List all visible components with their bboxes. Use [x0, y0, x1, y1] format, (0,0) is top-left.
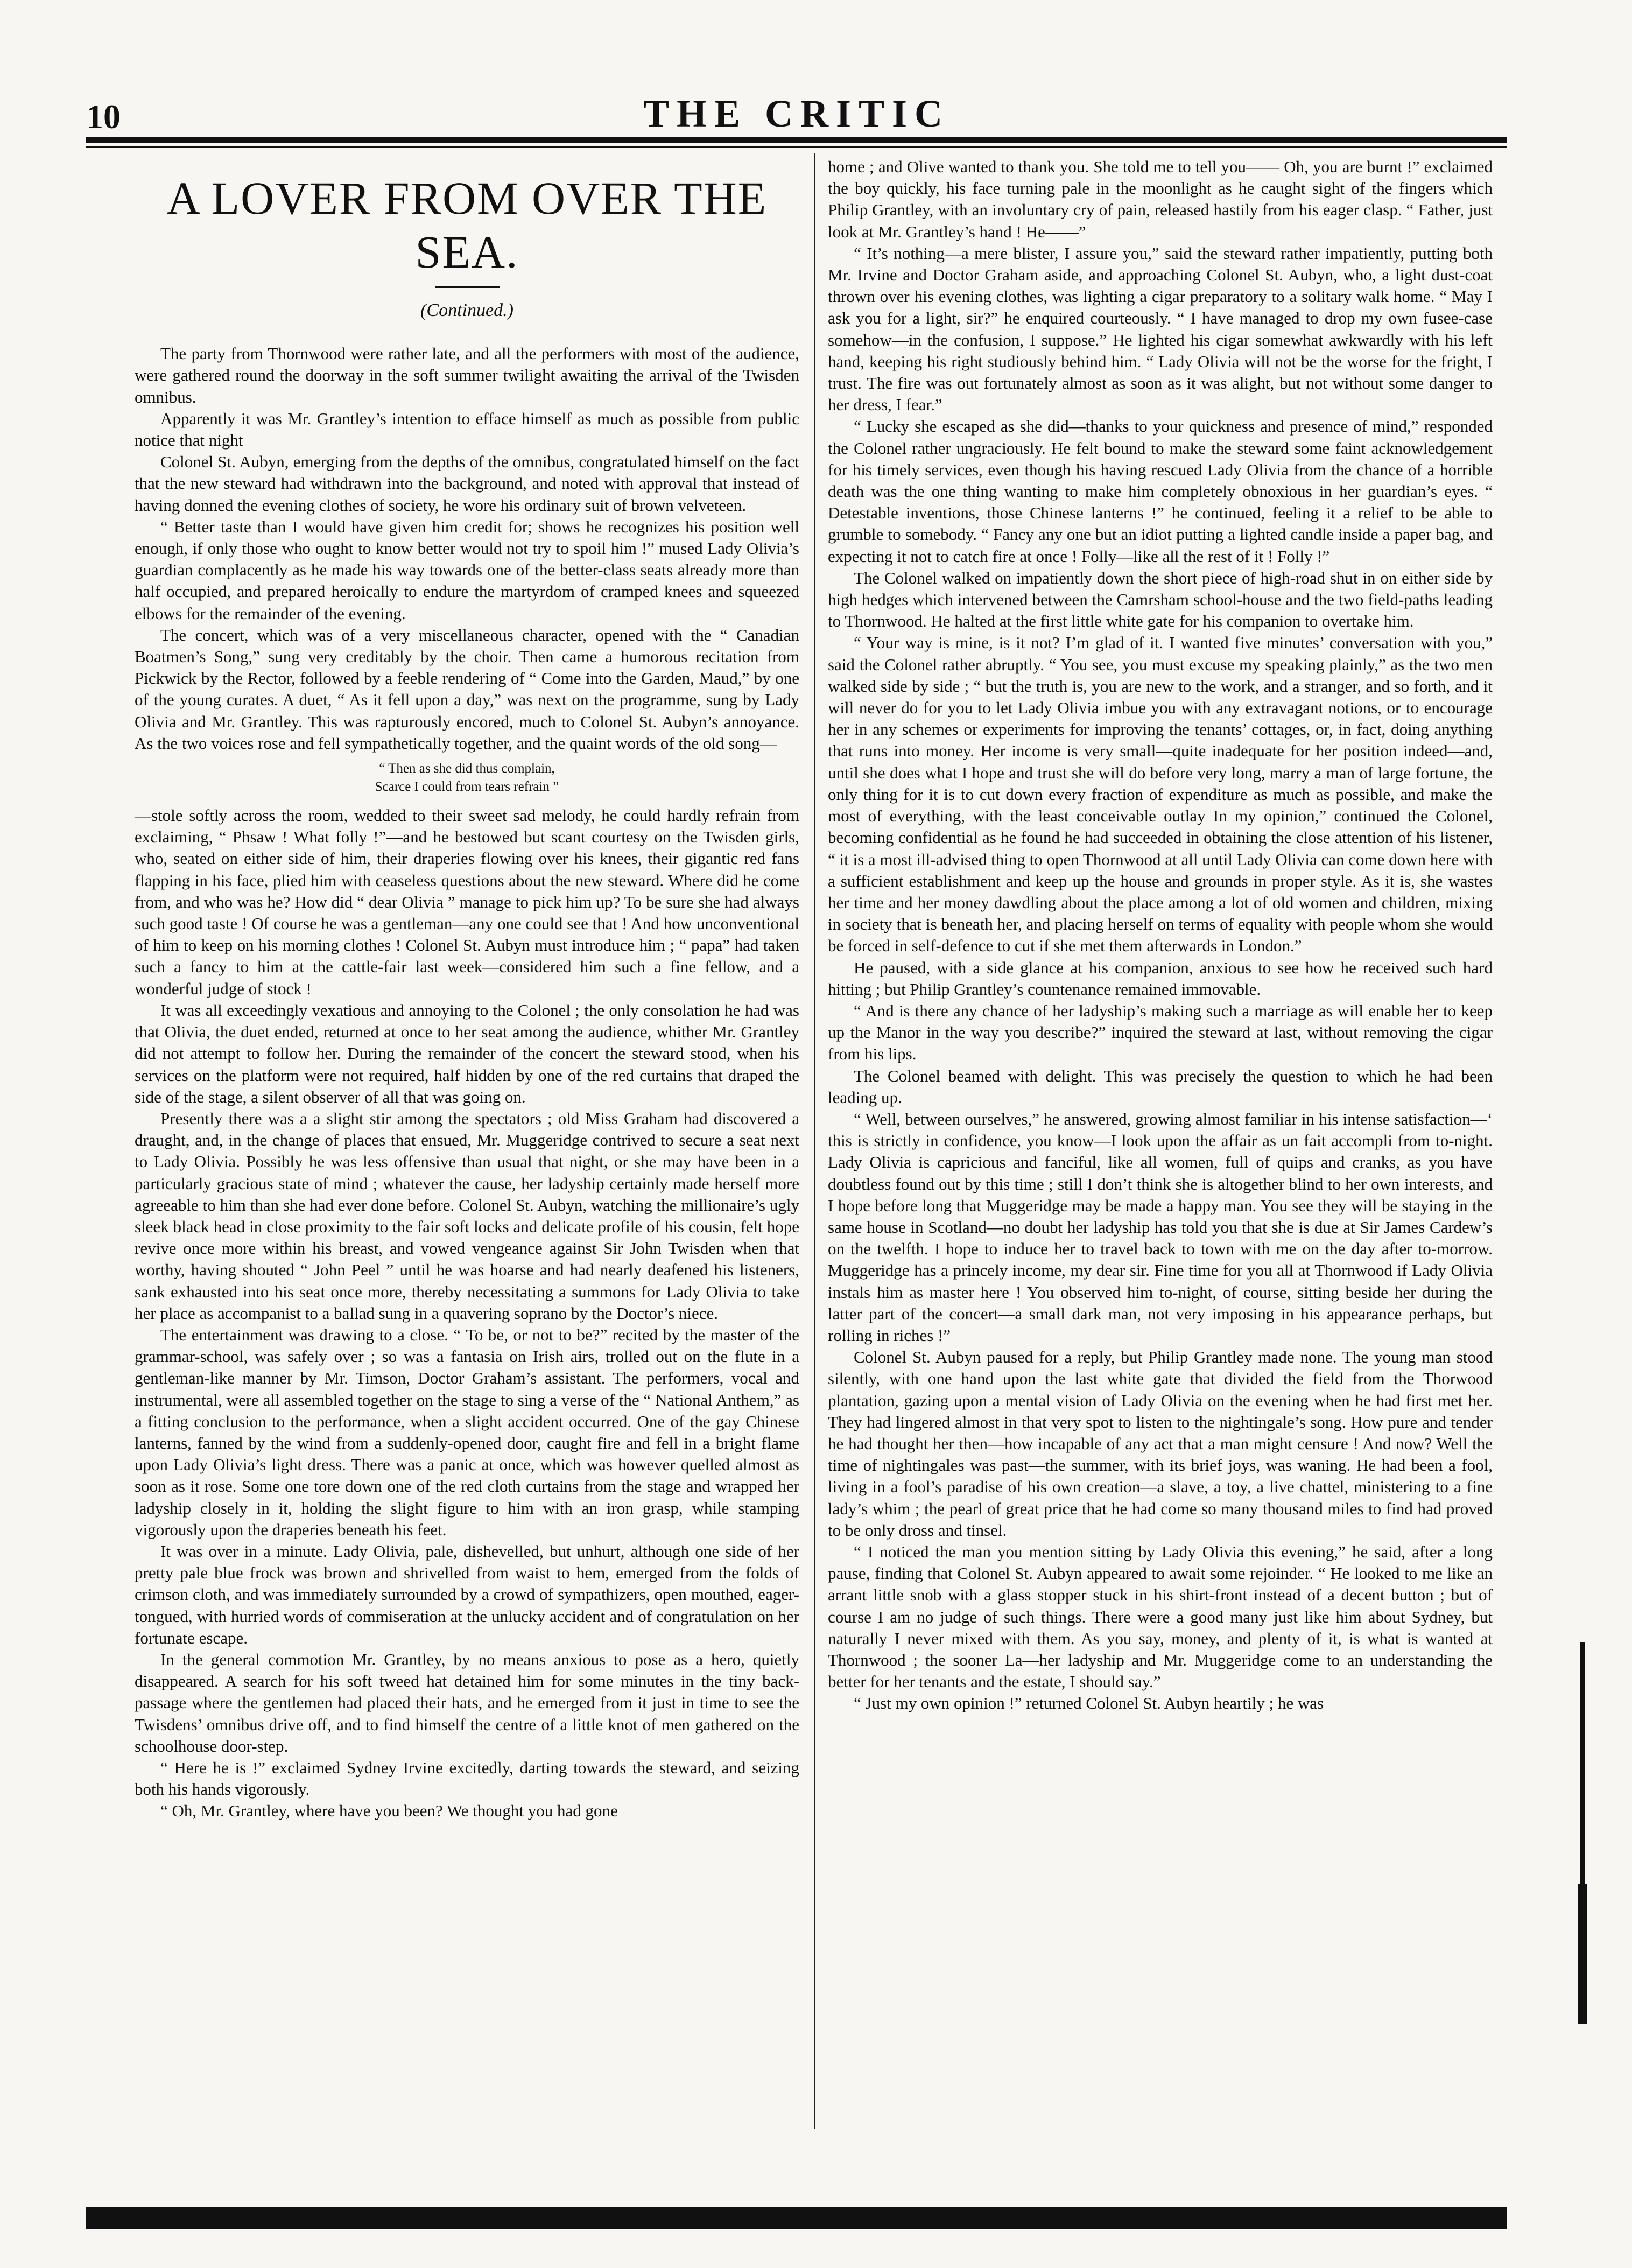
paragraph: It was all exceedingly vexatious and annoying to the Colonel ; the only consolation he had was that Olivia, the duet ended, returned at once to her seat among the audience, whither Mr. Grantley did not attempt to follow her. During the remainder of the concert the steward stood, when his services on the platform were not required, half hidden by one of the red curtains that draped the side of the stage, a silent observer of all that was going on. — [135, 1000, 799, 1106]
verse-quote — [135, 760, 799, 796]
scan-edge-mark — [1578, 1884, 1587, 2024]
paragraph: “ Better taste than I would have given him credit for; shows he recognizes his position well enough, if only those who ought to know better would not try to spoil him !” mused Lady Olivia’s guardian complacently as he made his way towards one of the better-class seats already more than half occupied, and prepared heroically to endure the martyrdom of cramped knees and squeezed elbows for the remainder of the evening. — [135, 517, 799, 623]
header-rule-thin — [86, 146, 1507, 148]
title-rule — [435, 286, 500, 288]
paragraph: “ Just my own opinion !” returned Colonel St. Aubyn heartily ; he was — [854, 1694, 1324, 1713]
paragraph: home ; and Olive wanted to thank you. She told me to tell you—— Oh, you are burnt !” exclaimed the boy quickly, his face turning pale in the moonlight as he caught sight of the fingers which Philip Grantley, with an involuntary cry of pain, released hastily from his eager clasp. “ Father, just look at Mr. Grantley’s hand ! He——” — [828, 157, 1493, 241]
column-divider — [814, 153, 815, 2129]
paragraph: Colonel St. Aubyn, emerging from the depths of the omnibus, congratulated himself on the fact that the new steward had withdrawn into the background, and noted with approval that instead of having donned the evening clothes of society, he wore his ordinary suit of brown velveteen. — [135, 452, 799, 515]
paragraph: Colonel St. Aubyn paused for a reply, but Philip Grantley made none. The young man stood silently, with one hand upon the last white gate that divided the field from the Thorwood plantation, gazing upon a mental vision of Lady Olivia on the evening when he had first met her. They had lingered almost in that very spot to listen to the nightingale’s song. How pure and tender he had thought her then—how incapable of any act that a man might censure ! And now? Well the time of nightingales was past—the summer, with its brief joys, was waning. He had been a fool, living in a fool’s paradise of his own creation—a slave, a toy, a live chattel, ministering to a fine lady’s whim ; the pearl of great price that he had come so many thousand miles to find had proved to be only dross and tinsel. — [828, 1347, 1493, 1540]
paragraph: The Colonel walked on impatiently down the short piece of high-road shut in on either side by high hedges which intervened between the Camrsham school-house and the two field-paths leading to Thornwood. He halted at the first little white gate for his companion to overtake him. — [828, 568, 1493, 631]
paragraph: “ Well, between ourselves,” he answered, growing almost familiar in his intense satisfaction—‘ this is strictly in confidence, you know—I look upon the affair as un fait accompli from to-night. Lady Olivia is capricious and fanciful, like all women, full of quips and cranks, as you have doubtless found out by this time ; still I don’t think she is altogether blind to her own interests, and I hope before long that Muggeridge may be made a happy man. You see they will be staying in the same house in Scotland—no doubt her ladyship has told you that she is due at Sir James Cardew’s on the twelfth. I hope to induce her to travel back to town with me on the day after to-morrow. Muggeridge has a princely income, my dear sir. Fine time for you all at Thornwood if Lady Olivia instals him as master here ! You observed him to-night, of course, sitting beside her during the latter part of the concert—a small dark man, not very imposing in his appearance perhaps, but rolling in riches !” — [828, 1109, 1493, 1345]
header-rule-thick — [86, 137, 1507, 143]
paragraph: Apparently it was Mr. Grantley’s intention to efface himself as much as possible from public notice that night — [135, 409, 799, 450]
verse-line: “ Then as she did thus complain, — [379, 761, 555, 776]
paragraph: The entertainment was drawing to a close. “ To be, or not to be?” recited by the master of the grammar-school, was safely over ; so was a fantasia on Irish airs, trolled out on the flute in a gentleman-like manner by Mr. Timson, Doctor Graham’s assistant. The performers, vocal and instrumental, were all assembled together on the stage to sing a verse of the “ National Anthem,” as a fitting conclusion to the performance, when a slight accident occurred. One of the gay Chinese lanterns, fanned by the wind from a suddenly-opened door, caught fire and fell in a bright flame upon Lady Olivia’s light dress. There was a panic at once, which was however quelled almost as soon as it rose. Some one tore down one of the red cloth curtains from the stage and wrapped her ladyship closely in it, holding the slight figure to him with an iron grasp, while stamping vigorously upon the draperies beneath his feet. — [135, 1325, 799, 1539]
paragraph: “ It’s nothing—a mere blister, I assure you,” said the steward rather impatiently, putting both Mr. Irvine and Doctor Graham aside, and approaching Colonel St. Aubyn, who, a light dust-coat thrown over his evening clothes, was lighting a cigar preparatory to a solitary walk home. “ May I ask you for a light, sir?” he enquired courteously. “ I have managed to drop my own fusee-case somehow—in the confusion, I suppose.” He lighted his cigar somewhat awkwardly with his left hand, keeping his right studiously behind him. “ Lady Olivia will not be the worse for the fright, I trust. The fire was out fortunately almost as soon as it was alight, but not without some danger to her dress, I fear.” — [828, 243, 1493, 415]
paragraph: —stole softly across the room, wedded to their sweet sad melody, he could hardly refrain from exclaiming, “ Phsaw ! What folly !”—and he bestowed but scant courtesy on the Twisden girls, who, seated on either side of him, their draperies flowing over his knees, their gigantic red fans flapping in his face, plied him with ceaseless questions about the new steward. Where did he come from, and who was he? How did “ dear Olivia ” manage to pick him up? To be sure she had always such good taste ! Of course he was a gentleman—any one could see that ! And how unconventional of him to keep on his morning clothes ! Colonel St. Aubyn must introduce him ; “ papa” had taken such a fancy to him at the cattle-fair last week—considered him such a fine fellow, and a wonderful judge of stock ! — [135, 806, 799, 998]
paragraph: Presently there was a a slight stir among the spectators ; old Miss Graham had discovered a draught, and, in the change of places that ensued, Mr. Muggeridge contrived to secure a seat next to Lady Olivia. Possibly he was less offensive than usual that night, or she may have been in a particularly gracious state of mind ; whatever the cause, her ladyship certainly made herself more agreeable to him than she had ever done before. Colonel St. Aubyn, watching the millionaire’s ugly sleek black head in close proximity to the fair soft locks and delicate profile of his cousin, felt hope revive once more within his breast, and vowed vengeance against Sir John Twisden when that worthy, having shouted “ John Peel ” until he was hoarse and had nearly deafened his listeners, sank exhausted into his seat once more, thereby necessitating a summons for Lady Olivia to take her place as accompanist to a ballad sung in a quavering soprano by the Doctor’s niece. — [135, 1108, 799, 1323]
paragraph: It was over in a minute. Lady Olivia, pale, dishevelled, but unhurt, although one side of her pretty pale blue frock was brown and shrivelled from waist to hem, emerged from the folds of crimson cloth, and was immediately surrounded by a crowd of sympathizers, open mouthed, eager-tongued, with hurried words of commiseration at the unlucky accident and of congratulation on her fortunate escape. — [135, 1541, 799, 1647]
paragraph: He paused, with a side glance at his companion, anxious to see how he received such hard hitting ; but Philip Grantley’s countenance remained immovable. — [828, 958, 1493, 999]
paragraph: The Colonel beamed with delight. This was precisely the question to which he had been leading up. — [828, 1066, 1493, 1107]
paragraph: “ I noticed the man you mention sitting by Lady Olivia this evening,” he said, after a long pause, finding that Colonel St. Aubyn appeared to await some rejoinder. “ He looked to me like an arrant little snob with a glass stopper stuck in his shirt-front instead of a decent button ; but of course I am no judge of such things. There were a good many just like him about Sydney, but naturally I never mixed with them. As you say, money, and plenty of it, is what is wanted at Thornwood ; the sooner La—her ladyship and Mr. Muggeridge come to an understanding the better for her tenants and the estate, I should say.” — [828, 1542, 1493, 1691]
bottom-scan-bar — [86, 2207, 1507, 2229]
paragraph: “ And is there any chance of her ladyship’s making such a marriage as will enable her to keep up the Manor in the way you describe?” inquired the steward at last, without removing the cigar from his lips. — [828, 1001, 1493, 1064]
masthead — [86, 92, 1507, 140]
continued-note: (Continued.) — [420, 300, 513, 320]
paragraph: “ Oh, Mr. Grantley, where have you been? We thought you had gone — [160, 1801, 618, 1821]
paragraph: “ Your way is mine, is it not? I’m glad of it. I wanted five minutes’ conversation with you,” said the Colonel rather abruptly. “ You see, you must excuse my speaking plainly,” as the two men walked side by side ; “ but the truth is, you are new to the work, and a stranger, and so forth, and it will never do for you to let Lady Olivia imbue you with any extravagant notions, or to encourage her in any schemes or experiments for improving the tenants’ cottages, or, in fact, doing anything that runs into money. Her income is very small—quite inadequate for her position indeed—and, until she does what I hope and trust she will do before very long, marry a man of large fortune, the only thing for it is to cut down every fraction of expenditure as much as possible, and make the most of everything, with the least conceivable outlay In my opinion,” continued the Colonel, becoming confidential as he found he had succeeded in obtaining the close attention of his listener, “ it is a most ill-advised thing to open Thornwood at all until Lady Olivia can come down here with a sufficient establishment and keep up the house and grounds in proper style. As it is, she wastes her time and her money dawdling about the place among a lot of old women and children, mixing in society that is beneath her, and placing herself on terms of equality with people whom she would be forced in self-defence to cut if she met them afterwards in London.” — [828, 633, 1493, 956]
paragraph: “ Here he is !” exclaimed Sydney Irvine excitedly, darting towards the steward, and seizing both his hands vigorously. — [135, 1758, 799, 1799]
paragraph: “ Lucky she escaped as she did—thanks to your quickness and presence of mind,” responded the Colonel rather ungraciously. He felt bound to make the steward some faint acknowledgement for his timely services, even though his having rescued Lady Olivia from the chance of a horrible death was the one thing wanting to make him completely obnoxious in her guardian’s eyes. “ Detestable inventions, those Chinese lanterns !” he continued, feeling it a relief to be able to grumble to somebody. “ Fancy any one but an idiot putting a lighted candle inside a paper bag, and expecting it not to catch fire at once ! Folly—like all the rest of it ! Folly !” — [828, 417, 1493, 566]
paragraph: The concert, which was of a very miscellaneous character, opened with the “ Canadian Boatmen’s Song,” sung very creditably by the choir. Then came a humorous recitation from Pickwick by the Rector, followed by a feeble rendering of “ Come into the Garden, Maud,” by one of the young curates. A duet, “ As it fell upon a day,” was next on the programme, sung by Lady Olivia and Mr. Grantley. This was rapturously encored, much to Colonel St. Aubyn’s annoyance. As the two voices rose and fell sympathetically together, and the quaint words of the old song— — [135, 625, 799, 753]
article-title: A LOVER FROM OVER THE SEA. — [166, 172, 768, 278]
left-column — [135, 156, 799, 1822]
paragraph: The party from Thornwood were rather late, and all the performers with most of the audience, were gathered round the doorway in the soft summer twilight awaiting the arrival of the Twisden omnibus. — [135, 344, 799, 406]
page-number: 10 — [86, 97, 121, 136]
verse-line: Scarce I could from tears refrain ” — [375, 780, 559, 795]
paragraph: In the general commotion Mr. Grantley, by no means anxious to pose as a hero, quietly disappeared. A search for his soft tweed hat detained him for some minutes in the tiny back-passage where the gentlemen had placed their hats, and he emerged from it just in time to see the Twisdens’ omnibus drive off, and to find himself the centre of a little knot of men gathered on the schoolhouse door-step. — [135, 1649, 799, 1756]
journal-title: THE CRITIC — [643, 92, 951, 135]
right-column — [828, 156, 1493, 1715]
